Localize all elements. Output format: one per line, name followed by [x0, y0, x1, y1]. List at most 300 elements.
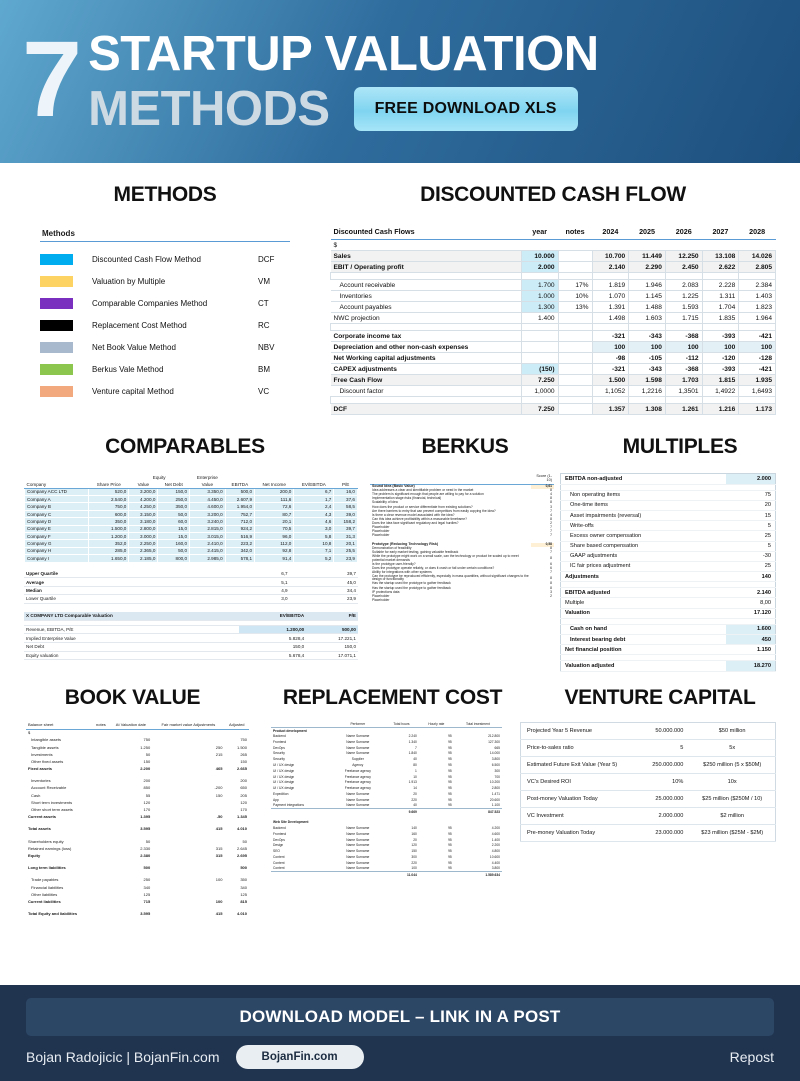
- book-value-adjusted: 350: [240, 877, 247, 883]
- berkus-question-score: 8: [550, 488, 552, 493]
- comparables-valuation-header-row: [24, 612, 358, 621]
- multiples-row-value: 5: [726, 521, 776, 531]
- venture-capital-value: 5: [639, 739, 689, 756]
- comparables-value: 4,3: [294, 510, 334, 517]
- dcf-currency-marker: $: [333, 241, 338, 249]
- dcf-spacer-cell: [592, 324, 629, 331]
- table-row: [521, 807, 776, 824]
- comparables-column-header: Value: [129, 481, 158, 488]
- comparables-valuation-label: Net Debt: [24, 642, 239, 651]
- dcf-row: [331, 386, 776, 397]
- dcf-projection-value: 2.228: [702, 280, 739, 291]
- berkus-question-score: 6: [550, 565, 552, 570]
- dcf-spacer-cell: [629, 397, 666, 404]
- venture-capital-value: 50.000.000: [639, 722, 689, 739]
- book-value-column-header: Balance sheet: [26, 722, 92, 730]
- replacement-cost-performer: Name Surname: [346, 803, 370, 808]
- replacement-cost-item: UI / UX design: [273, 786, 295, 791]
- multiples-row-label: Net financial position: [561, 645, 726, 655]
- comparables-header-row: [25, 481, 358, 488]
- book-value-row-label: Inventories: [31, 778, 51, 784]
- venture-capital-value: 10%: [639, 773, 689, 790]
- dcf-projection-value: 1.311: [702, 291, 739, 302]
- comparables-value: 2.415,0: [190, 547, 226, 554]
- replacement-cost-performer: Name Surname: [346, 792, 370, 797]
- comparables-value: 1,7: [294, 496, 334, 503]
- dcf-projection-value: -112: [665, 353, 702, 364]
- replacement-cost-column-header: Performer: [332, 722, 384, 728]
- berkus-spacer-row: [370, 602, 554, 607]
- table-row: [561, 474, 776, 484]
- replacement-cost-table: [271, 722, 502, 883]
- berkus-header-row: [370, 473, 554, 484]
- dcf-spacer-cell: [558, 397, 592, 404]
- book-value-row-label: Shareholders equity: [28, 838, 64, 844]
- multiples-row-value: 1.150: [726, 645, 776, 655]
- berkus-group-title: Prototype (Reducing Technology Risk): [372, 541, 439, 546]
- multiples-section: [560, 473, 800, 671]
- table-row: [521, 773, 776, 790]
- dcf-projection-value: -120: [702, 353, 739, 364]
- replacement-cost-performer: Agency: [352, 763, 364, 768]
- comparables-stat-pe: 45,0: [347, 579, 356, 585]
- book-value-row-label: Intangible assets: [31, 737, 62, 743]
- dcf-row-label: EBIT / Operating profit: [331, 262, 522, 273]
- replacement-cost-total-investment: 127.300: [488, 739, 500, 744]
- comparables-value: 58,5: [334, 503, 358, 510]
- book-value-at-date: 125: [143, 891, 151, 897]
- replacement-cost-performer: Name Surname: [346, 739, 370, 744]
- dcf-note-value: [558, 251, 592, 262]
- dcf-row-label: Net Working capital adjustments: [331, 353, 522, 364]
- berkus-question: Implementation stage risks (financial, technical): [372, 496, 442, 501]
- method-name: Discounted Cash Flow Method: [92, 254, 201, 264]
- table-row: [25, 555, 358, 562]
- book-value-adjusted: 500: [240, 865, 247, 871]
- replacement-cost-item: DevOps: [273, 837, 285, 842]
- comparables-value: 4.450,0: [190, 496, 226, 503]
- comparables-value: 2,4: [294, 503, 334, 510]
- method-color-swatch-icon: [40, 320, 73, 331]
- table-row: [561, 608, 776, 618]
- book-value-column-header: At Valuation date: [110, 722, 153, 730]
- comparables-value: 111,6: [255, 496, 294, 503]
- dcf-spacer-cell: [558, 324, 592, 331]
- comparables-value: 158,2: [334, 518, 358, 525]
- berkus-question: Does the prototype operate reliably, or does it crash or fail under certain conditions?: [372, 565, 495, 570]
- dcf-projection-value: 10.700: [592, 251, 629, 262]
- book-value-at-date: 50: [145, 751, 151, 757]
- book-value-note: [92, 777, 109, 784]
- dcf-note-value: [558, 262, 592, 273]
- download-model-banner[interactable]: DOWNLOAD MODEL – LINK IN A POST: [26, 998, 774, 1036]
- dcf-projection-value: -393: [702, 364, 739, 375]
- comparables-value: 200,0: [255, 488, 294, 495]
- book-value-currency-marker: $: [28, 730, 31, 736]
- berkus-question-score: 7: [550, 528, 552, 533]
- comparables-valuation-label: Implied Enterprise Value: [24, 634, 239, 643]
- book-value-adjusted: 1.345: [236, 814, 247, 820]
- replacement-cost-total-investment: 3.800: [491, 866, 500, 871]
- book-value-at-date: 150: [143, 758, 151, 764]
- comparables-company-name: Company I: [25, 555, 89, 562]
- table-row: [561, 635, 776, 645]
- venture-capital-description: $25 million ($250M / 10): [689, 790, 775, 807]
- berkus-section: [370, 473, 560, 607]
- comparables-company-name: Company C: [25, 510, 89, 517]
- berkus-question: Can the prototype be reproduced efficiently, especially in mass quantities, without significant changes to the design or functionality: [372, 573, 529, 582]
- methods-table-header: Methods: [40, 229, 290, 242]
- replacement-cost-performer: Freelance agency: [344, 786, 371, 791]
- dcf-projection-value: 14.026: [739, 251, 776, 262]
- dcf-projection-value: 1.946: [629, 280, 666, 291]
- comparables-company-name: Company A: [25, 496, 89, 503]
- book-value-adjustment: [152, 838, 224, 845]
- comparables-valuation-column-header: EV/EBITDA: [239, 612, 306, 621]
- book-value-row-label: Tangible assets: [31, 744, 59, 750]
- multiples-row-value: 5: [726, 541, 776, 551]
- book-value-note: [92, 765, 109, 772]
- book-value-at-date: 170: [143, 807, 151, 813]
- book-value-adjustment: [152, 883, 224, 890]
- venture-capital-description: $23 million ($25M - $2M): [689, 824, 775, 841]
- replacement-cost-total-investment: 300: [494, 768, 500, 773]
- book-value-adjustment: 100: [215, 877, 223, 883]
- replacement-cost-item: Frontend: [273, 831, 287, 836]
- berkus-question: Placeholder: [372, 528, 390, 533]
- method-color-swatch-icon: [40, 254, 73, 265]
- table-row: [561, 521, 776, 531]
- table-row: [26, 765, 249, 772]
- comparables-value: 2.985,0: [190, 555, 226, 562]
- method-row: [40, 270, 290, 292]
- book-value-adjusted: 340: [240, 884, 247, 890]
- multiples-row-label: Interest bearing debt: [561, 635, 726, 645]
- dcf-row-label: Account payables: [331, 302, 522, 313]
- multiples-row-label: Excess owner compensation: [561, 531, 726, 541]
- comparables-group-enterprise: Enterprise: [196, 474, 218, 480]
- dcf-row: [331, 313, 776, 324]
- comparables-group-blank: [334, 473, 358, 480]
- berkus-question-score: 7: [550, 569, 552, 574]
- free-download-xls-button[interactable]: FREE DOWNLOAD XLS: [354, 87, 578, 131]
- berkus-spacer-cell: [370, 602, 554, 607]
- table-row: [25, 518, 358, 525]
- comparables-valuation-column-header: P/E: [306, 612, 358, 621]
- comparables-value: 39,7: [334, 525, 358, 532]
- comparables-value: 1.500,0: [89, 525, 129, 532]
- dcf-projection-value: 1.603: [629, 313, 666, 324]
- author-credit: Bojan Radojicic | BojanFin.com: [26, 1048, 220, 1065]
- dcf-column-header: 2027: [702, 226, 739, 240]
- replacement-cost-item: Expedition: [273, 792, 289, 797]
- comparables-column-header: Value: [190, 481, 226, 488]
- headline-number: 7: [22, 17, 79, 139]
- book-value-adjusted: 200: [240, 778, 247, 784]
- table-row: [25, 533, 358, 540]
- replacement-cost-hourly-rate: 95: [448, 745, 452, 750]
- table-row: [561, 490, 776, 500]
- venture-capital-value: 2.000.000: [639, 807, 689, 824]
- comparables-value: 3.200,0: [190, 510, 226, 517]
- replacement-cost-hourly-rate: 95: [448, 792, 452, 797]
- book-value-adjustment: -50: [216, 814, 223, 820]
- book-value-at-date: 3.595: [140, 911, 151, 917]
- replacement-cost-total-investment: 10.600: [489, 855, 500, 859]
- book-value-adjusted: 170: [240, 807, 247, 813]
- book-value-note: [92, 813, 109, 820]
- book-value-adjustment: 150: [215, 792, 223, 798]
- table-row: [26, 751, 249, 758]
- book-value-adjusted: 2.695: [236, 852, 247, 858]
- comparables-value: 3.150,0: [129, 510, 158, 517]
- berkus-question: IP protections data: [372, 589, 400, 594]
- comparables-value: 2.250,0: [129, 540, 158, 547]
- book-value-note: [92, 876, 109, 883]
- replacement-cost-performer: Name Surname: [346, 860, 370, 865]
- book-value-at-date: 1.395: [140, 814, 151, 820]
- dcf-projection-value: -393: [702, 331, 739, 342]
- dcf-projection-value: 11.449: [629, 251, 666, 262]
- replacement-cost-performer: Freelance agency: [344, 768, 371, 773]
- book-value-currency-blank: [224, 729, 249, 736]
- book-value-adjustment: [152, 758, 224, 765]
- multiples-row-value: -30: [726, 551, 776, 561]
- replacement-cost-hourly-rate: 95: [448, 751, 452, 756]
- multiples-row-value: 25: [726, 561, 776, 571]
- comparables-value: 578,1: [225, 555, 254, 562]
- dcf-spacer-cell: [331, 273, 522, 280]
- table-row: [26, 758, 249, 765]
- book-value-row-label: Financial liabilities: [31, 884, 64, 890]
- comparables-value: 7,1: [294, 547, 334, 554]
- replacement-cost-total-investment: 4.200: [491, 826, 500, 831]
- berkus-question: While the prototype might work on a small scale, can the technology or product be scaled up to meet potential market demands: [372, 554, 519, 562]
- table-row: [26, 883, 249, 890]
- multiples-table: [560, 473, 776, 671]
- replacement-cost-performer: Name Surname: [346, 826, 370, 831]
- dcf-row: [331, 302, 776, 313]
- dcf-row-label: DCF: [331, 404, 522, 415]
- page-footer: [0, 985, 800, 1081]
- methods-section-title: METHODS: [113, 183, 217, 206]
- book-value-note: [92, 898, 109, 905]
- book-value-at-date: 715: [143, 898, 151, 904]
- dcf-year-value: 1.700: [521, 280, 558, 291]
- berkus-question: Placeholder: [372, 597, 390, 602]
- comparables-company-name: Company G: [25, 540, 89, 547]
- replacement-cost-hourly-rate: 95: [448, 734, 452, 739]
- replacement-cost-item: App: [273, 797, 279, 802]
- book-value-row-label: Total assets: [28, 826, 51, 832]
- dcf-currency-blank: [665, 240, 702, 251]
- dcf-currency-blank: [739, 240, 776, 251]
- table-row: [24, 642, 358, 651]
- repost-label[interactable]: Repost: [729, 1048, 774, 1065]
- method-abbreviation: VC: [258, 386, 270, 396]
- table-row: [26, 852, 249, 859]
- berkus-question-score: 7: [550, 524, 552, 529]
- berkus-header-blank: [370, 473, 531, 484]
- multiples-row-value: 25: [726, 531, 776, 541]
- dcf-spacer-cell: [629, 324, 666, 331]
- dcf-projection-value: 1.173: [739, 404, 776, 415]
- replacement-cost-hourly-rate: 95: [448, 774, 452, 779]
- replacement-cost-hourly-rate: 95: [448, 849, 452, 854]
- replacement-cost-hourly-rate: 95: [448, 826, 452, 831]
- dcf-spacer-cell: [331, 397, 522, 404]
- replacement-cost-hourly-rate: 95: [448, 739, 452, 744]
- replacement-cost-column-header: Hourly rate: [419, 722, 454, 728]
- comparables-stat-label: Average: [26, 579, 44, 585]
- berkus-question: Idea addresses a clear and identifiable problem or need in the market: [372, 488, 474, 493]
- comparables-value: 16,0: [334, 488, 358, 495]
- method-row: [40, 336, 290, 358]
- venture-capital-label: Price-to-sales ratio: [521, 739, 640, 756]
- replacement-cost-total-cell: 847.523: [454, 809, 502, 815]
- replacement-cost-hourly-rate: 95: [448, 855, 452, 859]
- berkus-question: Is there a clear revenue model associated with the idea?: [372, 512, 455, 517]
- book-value-adjustment: -200: [214, 785, 223, 791]
- dcf-year-value: [521, 331, 558, 342]
- comparables-stat-pe: 34,4: [347, 588, 356, 594]
- dcf-column-header: 2024: [592, 226, 629, 240]
- method-name: Berkus Vale Method: [92, 364, 164, 374]
- replacement-cost-item: Backend: [273, 826, 286, 831]
- replacement-cost-total-investment: 2.800: [491, 786, 500, 791]
- book-value-at-date: 750: [143, 737, 151, 743]
- book-value-row-label: Other liabilities: [31, 891, 58, 897]
- replacement-cost-group-title: Product development: [273, 728, 307, 733]
- dcf-table: [330, 226, 776, 415]
- dcf-note-value: [558, 375, 592, 386]
- venture-capital-label: Projected Year 5 Revenue: [521, 722, 640, 739]
- comparables-stat-label: Lower Quartile: [26, 596, 56, 602]
- dcf-projection-value: 1.500: [592, 375, 629, 386]
- comparables-stat-ev-ebitda: 4,9: [281, 588, 288, 594]
- replacement-cost-total-hours: 1.840: [408, 751, 417, 756]
- multiples-row-label: GAAP adjustments: [561, 551, 726, 561]
- comparables-value: 3.000,0: [129, 533, 158, 540]
- replacement-cost-performer: Name Surname: [346, 866, 370, 871]
- book-value-at-date: 340: [143, 884, 151, 890]
- comparables-stat-spacer: [214, 578, 235, 586]
- dcf-row-label: Discount factor: [331, 386, 522, 397]
- replacement-cost-group-title: Web Site Development: [273, 820, 309, 825]
- comparables-value: 516,9: [225, 533, 254, 540]
- dcf-currency-blank: [558, 240, 592, 251]
- venture-capital-description: 5x: [689, 739, 775, 756]
- replacement-cost-hourly-rate: 95: [448, 866, 452, 871]
- book-value-section: [0, 722, 265, 918]
- table-row: [24, 570, 358, 578]
- dcf-row-label: NWC projection: [331, 313, 522, 324]
- multiples-row-label: Valuation adjusted: [561, 661, 726, 671]
- comparables-column-header: Company: [25, 481, 89, 488]
- dcf-row: [331, 262, 776, 273]
- table-row: [26, 891, 249, 898]
- method-color-swatch-icon: [40, 364, 73, 375]
- book-value-adjusted: 4.010: [236, 911, 247, 917]
- method-name: Valuation by Multiple: [92, 276, 166, 286]
- comparables-stat-label: Upper Quartile: [26, 571, 58, 577]
- book-value-adjusted: 150: [240, 758, 247, 764]
- comparables-group-blank: [294, 473, 334, 480]
- dcf-year-value: 7.250: [521, 404, 558, 415]
- method-name: Net Book Value Method: [92, 342, 176, 352]
- replacement-cost-hourly-rate: 95: [448, 786, 452, 791]
- replacement-cost-total-hours: 140: [411, 826, 417, 831]
- method-row: [40, 292, 290, 314]
- replacement-cost-total-hours: 40: [413, 803, 417, 808]
- replacement-cost-item: UI / UX design: [273, 774, 295, 779]
- comparables-value: 1.650,0: [89, 555, 129, 562]
- berkus-question-score: 8: [550, 581, 552, 586]
- venture-capital-value: 23.000.000: [639, 824, 689, 841]
- replacement-cost-hourly-rate: 95: [448, 803, 452, 808]
- dcf-projection-value: 2.805: [739, 262, 776, 273]
- comparables-stat-spacer: [214, 595, 235, 603]
- website-chip[interactable]: BojanFin.com: [236, 1045, 364, 1069]
- replacement-cost-item: Backend: [273, 734, 286, 739]
- dcf-year-value: 1.000: [521, 291, 558, 302]
- book-value-currency-blank: [92, 729, 109, 736]
- replacement-cost-item: Content: [273, 855, 285, 859]
- replacement-cost-total-investment: 10.200: [489, 780, 500, 785]
- replacement-cost-hourly-rate: 95: [448, 797, 452, 802]
- replacement-cost-total-hours: 100: [411, 866, 417, 871]
- comparables-value: 500,0: [225, 488, 254, 495]
- replacement-cost-performer: Name Surname: [346, 831, 370, 836]
- berkus-question-score: 8: [550, 546, 552, 551]
- berkus-question-score: 2: [550, 593, 552, 598]
- comparables-section-title: COMPARABLES: [105, 435, 265, 459]
- venture-capital-value: 25.000.000: [639, 790, 689, 807]
- table-row: [26, 813, 249, 820]
- book-value-column-header: Adjusted: [224, 722, 249, 730]
- comparables-value: 1.200,0: [89, 533, 129, 540]
- replacement-cost-total-hours: 2.240: [408, 734, 417, 739]
- replacement-cost-performer: Freelance agency: [344, 774, 371, 779]
- book-value-at-date: 120: [143, 799, 151, 805]
- berkus-question: Has the startup used the prototype to gather feedback: [372, 581, 451, 586]
- comparables-valuation-ev-ebitda: 5.828,4: [239, 634, 306, 643]
- dcf-projection-value: 1,6493: [739, 386, 776, 397]
- dcf-row: [331, 280, 776, 291]
- dcf-year-value: [521, 342, 558, 353]
- berkus-question-score: 7: [550, 532, 552, 537]
- dcf-year-value: [521, 353, 558, 364]
- comparables-value: 3,0: [294, 525, 334, 532]
- dcf-projection-value: 1.964: [739, 313, 776, 324]
- book-value-adjusted: 815: [240, 898, 247, 904]
- method-abbreviation: CT: [258, 298, 269, 308]
- comparables-value: 91,4: [255, 555, 294, 562]
- dcf-row-label: Depreciation and other non-cash expenses: [331, 342, 522, 353]
- table-row: [25, 503, 358, 510]
- berkus-question-score: 8: [550, 575, 552, 580]
- comparables-value: 800,0: [158, 555, 190, 562]
- comparables-group-blank: [255, 473, 294, 480]
- book-value-adjusted: 650: [240, 785, 247, 791]
- multiples-row-label: EBITDA adjusted: [561, 588, 726, 598]
- replacement-cost-spacer-row: [271, 877, 502, 882]
- table-row: [24, 578, 358, 586]
- book-value-row-label: Cash: [31, 792, 41, 798]
- replacement-cost-hourly-rate: 95: [448, 757, 452, 762]
- berkus-question-score: 6: [550, 561, 552, 566]
- book-value-row-label: Fixed assets: [28, 766, 53, 772]
